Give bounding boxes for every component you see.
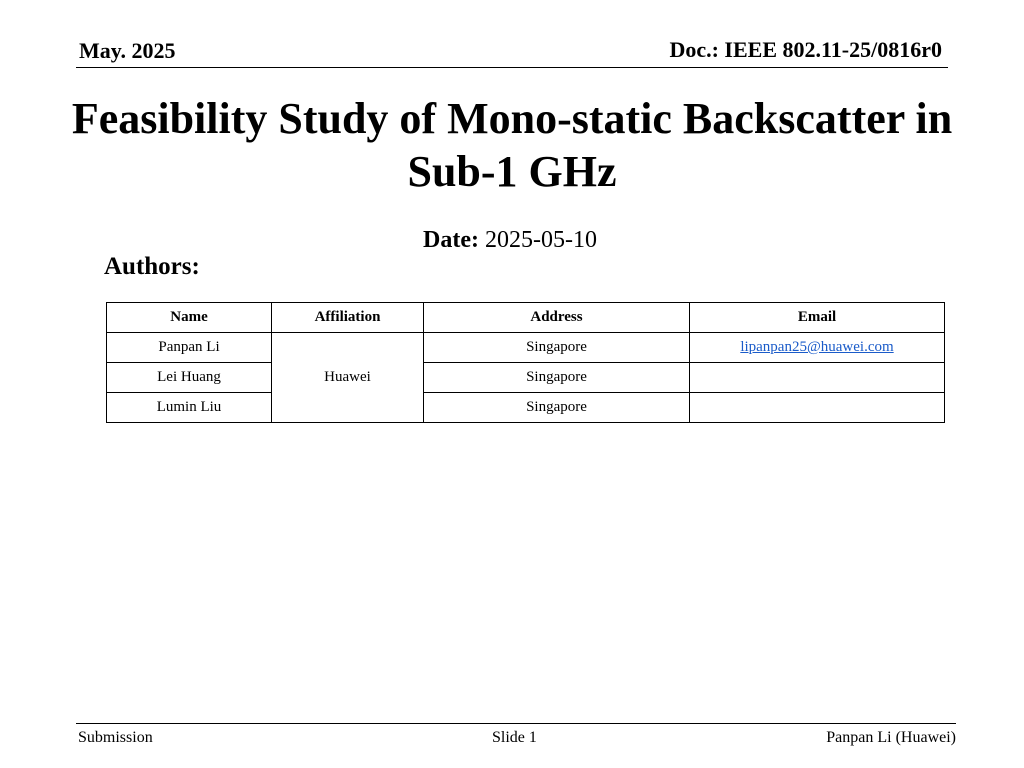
header-divider xyxy=(76,67,948,68)
author-address: Singapore xyxy=(424,393,690,423)
author-address: Singapore xyxy=(424,363,690,393)
table-header-row xyxy=(107,303,945,333)
title-line-2: Sub-1 GHz xyxy=(407,147,617,196)
col-header-email: Email xyxy=(690,303,945,333)
author-name: Panpan Li xyxy=(107,333,272,363)
date-label: Date: xyxy=(423,227,479,253)
footer-slide-number: Slide 1 xyxy=(492,729,537,746)
header-date: May. 2025 xyxy=(79,38,176,63)
authors-label: Authors: xyxy=(104,253,200,280)
author-name: Lei Huang xyxy=(107,363,272,393)
authors-table xyxy=(106,302,945,423)
author-address: Singapore xyxy=(424,333,690,363)
title-line-1: Feasibility Study of Mono-static Backscatter in xyxy=(71,94,953,143)
date-value: 2025-05-10 xyxy=(484,227,597,253)
date-line xyxy=(423,226,597,254)
col-header-name: Name xyxy=(107,303,272,333)
author-email-cell xyxy=(690,363,945,393)
author-email-link[interactable]: lipanpan25@huawei.com xyxy=(740,339,894,355)
slide-title xyxy=(0,92,1024,198)
author-name: Lumin Liu xyxy=(107,393,272,423)
author-affiliation: Huawei xyxy=(272,333,424,423)
author-email-cell xyxy=(690,393,945,423)
table-row xyxy=(107,363,945,393)
author-email-cell xyxy=(690,333,945,363)
col-header-address: Address xyxy=(424,303,690,333)
table-row xyxy=(107,393,945,423)
header-doc-id: Doc.: IEEE 802.11-25/0816r0 xyxy=(669,37,942,62)
footer-divider xyxy=(76,723,956,724)
table-row xyxy=(107,333,945,363)
footer-author: Panpan Li (Huawei) xyxy=(826,729,956,746)
footer-submission: Submission xyxy=(78,729,153,746)
col-header-affiliation: Affiliation xyxy=(272,303,424,333)
